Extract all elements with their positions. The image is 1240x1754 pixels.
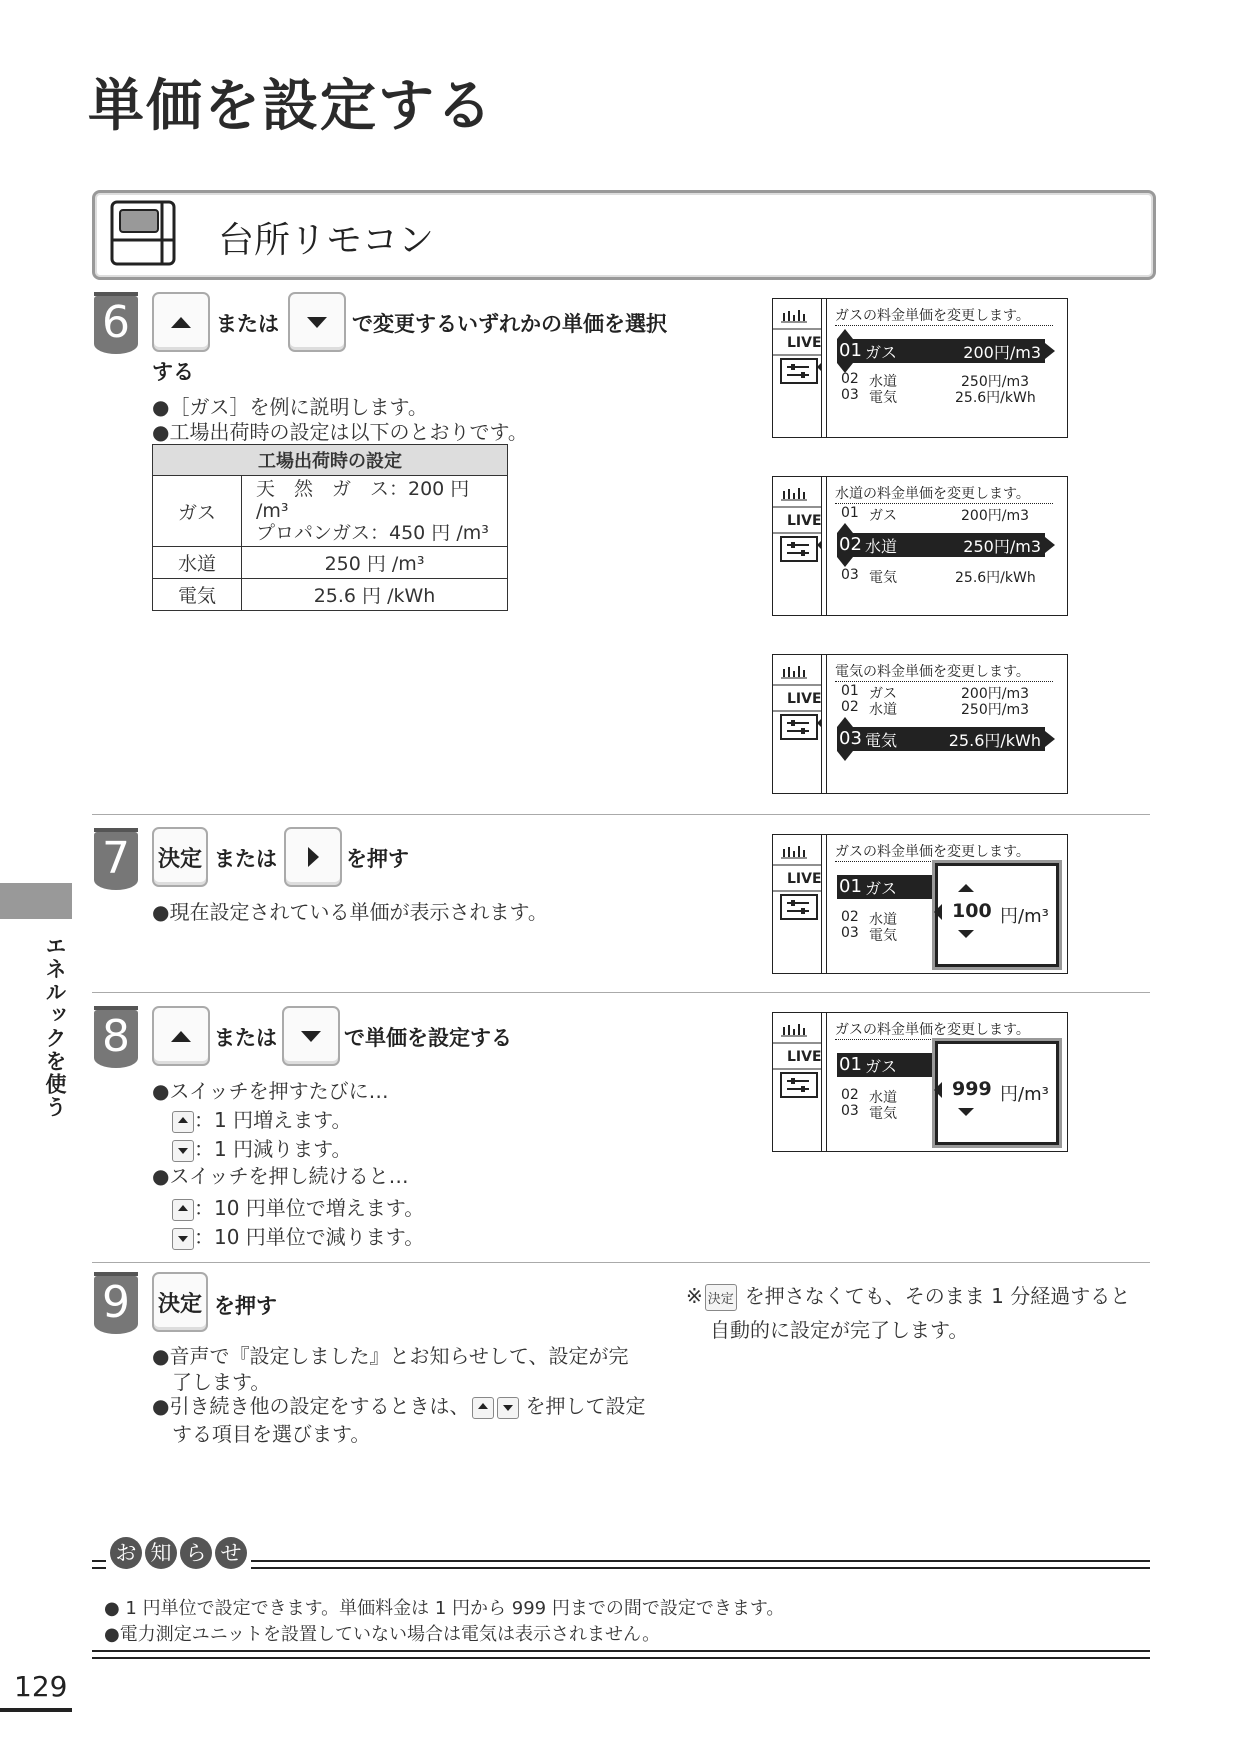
lcd-side-icons xyxy=(773,1013,821,1151)
up-arrow-icon xyxy=(171,317,191,328)
lcd-screen-edit-999 xyxy=(772,1012,1068,1152)
selected-name: ガス xyxy=(865,1057,898,1076)
lcd-header: 水道の料金単価を変更します。 xyxy=(835,483,1053,504)
row-value: 25.6円/kWh xyxy=(955,390,1036,406)
live-label: LIVE xyxy=(787,691,822,707)
table-cell-label: ガス xyxy=(153,476,242,547)
step8-down-hold xyxy=(172,1221,424,1250)
graph-icon xyxy=(781,1024,807,1036)
factory-settings-table xyxy=(152,444,508,611)
row-num: 02 xyxy=(841,371,859,387)
increase-arrow-icon xyxy=(958,884,974,892)
row-name: 水道 xyxy=(869,1090,897,1106)
selected-num: 01 xyxy=(839,340,862,361)
step-separator xyxy=(92,1262,1150,1263)
auto-complete-note xyxy=(686,1280,1130,1311)
up-small-key-icon xyxy=(472,1397,494,1419)
selected-name: ガス xyxy=(865,879,898,898)
or-label: または xyxy=(214,1026,277,1050)
down-button[interactable] xyxy=(282,1006,340,1066)
note-line-2: 自動的に設定が完了します。 xyxy=(710,1318,969,1342)
row-num: 03 xyxy=(841,1103,859,1119)
step7-instruction: を押す xyxy=(346,847,409,871)
up-small-key-icon xyxy=(172,1199,194,1221)
row-num: 01 xyxy=(841,683,859,699)
down-small-key-icon xyxy=(497,1397,519,1419)
step8-up-once-text: ：1 円増えます。 xyxy=(194,1108,352,1132)
row-name: 水道 xyxy=(869,702,897,718)
graph-icon xyxy=(781,666,807,678)
lcd-side-icons xyxy=(773,655,821,793)
step-number-7: 7 xyxy=(94,832,138,890)
value-edit-box[interactable] xyxy=(935,863,1059,967)
sidebar-tab xyxy=(0,883,72,919)
table-cell-label: 水道 xyxy=(153,547,242,579)
step6-instruction: で変更するいずれかの単価を選択 xyxy=(352,312,667,336)
lcd-rail xyxy=(821,299,827,437)
lcd-header: ガスの料金単価を変更します。 xyxy=(835,1019,1053,1040)
graph-icon xyxy=(781,488,807,500)
down-arrow-icon xyxy=(301,1031,321,1042)
edit-unit: 円/m³ xyxy=(1000,906,1049,927)
notice-badge-char: お xyxy=(110,1537,142,1569)
notice-badge-char: ら xyxy=(180,1537,212,1569)
step-number-8: 8 xyxy=(94,1010,138,1068)
lcd-selected-row xyxy=(837,727,1045,751)
left-arrow-icon xyxy=(934,1082,942,1098)
or-label: または xyxy=(216,312,279,336)
down-small-key-icon xyxy=(172,1228,194,1250)
lcd-selected-row xyxy=(837,339,1045,363)
page-title: 単価を設定する xyxy=(88,74,494,139)
confirm-button[interactable]: 決定 xyxy=(152,1272,208,1332)
row-name: ガス xyxy=(869,508,897,524)
note-line-1: を押さなくても、そのまま 1 分経過すると xyxy=(744,1284,1131,1308)
table-cell-line: 天 然 ガ ス：200 円 /m³ xyxy=(256,478,470,522)
step6-instruction-wrap: する xyxy=(152,360,194,384)
note-confirm-key: 決定 xyxy=(705,1284,737,1311)
row-num: 02 xyxy=(841,909,859,925)
selected-num: 02 xyxy=(839,534,862,555)
right-arrow-icon xyxy=(1045,731,1055,747)
notice-line-1: ● 1 円単位で設定できます。単価料金は 1 円から 999 円までの間で設定できます。 xyxy=(104,1598,785,1619)
row-num: 02 xyxy=(841,699,859,715)
step-separator xyxy=(92,992,1150,993)
row-num: 03 xyxy=(841,387,859,403)
graph-icon xyxy=(781,846,807,858)
selected-value: 200円/m3 xyxy=(963,343,1041,362)
selected-name: ガス xyxy=(865,343,898,362)
table-cell-value: 250 円 /m³ xyxy=(242,547,508,579)
row-num: 02 xyxy=(841,1087,859,1103)
row-name: 電気 xyxy=(869,570,897,586)
right-button[interactable] xyxy=(284,827,342,887)
step8-up-hold xyxy=(172,1192,424,1221)
row-name: 電気 xyxy=(869,928,897,944)
step-number-6: 6 xyxy=(94,296,138,354)
table-cell-line: プロパンガス：450 円 /m³ xyxy=(256,522,489,544)
note-mark: ※ xyxy=(686,1284,703,1308)
lcd-side-icons xyxy=(773,835,821,973)
lcd-header: 電気の料金単価を変更します。 xyxy=(835,661,1053,682)
step-number-9: 9 xyxy=(94,1276,138,1334)
table-cell-label: 電気 xyxy=(153,579,242,611)
right-arrow-icon xyxy=(1045,343,1055,359)
page-number-underline xyxy=(0,1708,72,1712)
lcd-side-icons xyxy=(773,299,821,437)
row-value: 250円/m3 xyxy=(961,374,1029,390)
edit-value: 999 xyxy=(952,1078,992,1100)
notice-badge-char: せ xyxy=(215,1537,247,1569)
lcd-selected-row xyxy=(837,1053,937,1077)
row-value: 200円/m3 xyxy=(961,508,1029,524)
lcd-selected-row xyxy=(837,875,937,899)
table-header: 工場出荷時の設定 xyxy=(153,445,508,476)
step9-bullet-2 xyxy=(152,1390,645,1419)
up-button[interactable] xyxy=(152,292,210,352)
row-value: 25.6円/kWh xyxy=(955,570,1036,586)
scroll-down-icon xyxy=(837,751,853,761)
selected-name: 水道 xyxy=(865,537,898,556)
row-name: 電気 xyxy=(869,1106,897,1122)
step8-down-once xyxy=(172,1133,351,1162)
value-edit-box[interactable] xyxy=(935,1041,1059,1145)
selected-value: 250円/m3 xyxy=(963,537,1041,556)
lcd-header: ガスの料金単価を変更します。 xyxy=(835,305,1053,326)
step9-bullet-1: ●音声で『設定しました』とお知らせして、設定が完 xyxy=(152,1344,629,1368)
right-arrow-icon xyxy=(308,847,319,867)
edit-unit: 円/m³ xyxy=(1000,1084,1049,1105)
lcd-screen-gas xyxy=(772,298,1068,438)
lcd-side-icons xyxy=(773,477,821,615)
step7-bullet: ●現在設定されている単価が表示されます。 xyxy=(152,900,548,924)
notice-rule-bottom xyxy=(92,1650,1150,1659)
scroll-down-icon xyxy=(837,557,853,567)
lcd-header: ガスの料金単価を変更します。 xyxy=(835,841,1053,862)
scroll-up-icon xyxy=(837,523,853,533)
edit-value: 100 xyxy=(952,900,992,922)
lcd-rail xyxy=(821,1013,827,1151)
step8-bullet-2: ●スイッチを押し続けると… xyxy=(152,1164,409,1188)
row-value: 250円/m3 xyxy=(961,702,1029,718)
selected-value: 25.6円/kWh xyxy=(948,731,1041,750)
sidebar-label: エネルックを使う xyxy=(43,935,67,1119)
row-num: 03 xyxy=(841,567,859,583)
down-button[interactable] xyxy=(288,292,346,352)
live-label: LIVE xyxy=(787,1049,822,1065)
selected-num: 03 xyxy=(839,728,862,749)
selected-num: 01 xyxy=(839,876,862,897)
step8-bullet-1: ●スイッチを押すたびに… xyxy=(152,1079,389,1103)
down-small-key-icon xyxy=(172,1140,194,1162)
step9-bullet-2-pre: ●引き続き他の設定をするときは、 xyxy=(152,1394,470,1418)
down-arrow-icon xyxy=(307,317,327,328)
step8-instruction: で単価を設定する xyxy=(344,1026,512,1050)
left-arrow-icon xyxy=(934,904,942,920)
page-number: 129 xyxy=(14,1670,68,1703)
up-button[interactable] xyxy=(152,1006,210,1066)
row-name: 電気 xyxy=(869,390,897,406)
notice-badge xyxy=(106,1537,251,1569)
step8-up-hold-text: ：10 円単位で増えます。 xyxy=(194,1196,425,1220)
lcd-rail xyxy=(821,655,827,793)
right-arrow-icon xyxy=(1045,537,1055,553)
or-label: または xyxy=(214,847,277,871)
live-label: LIVE xyxy=(787,513,822,529)
table-cell-value: 25.6 円 /kWh xyxy=(242,579,508,611)
step6-bullet-1: ●［ガス］を例に説明します。 xyxy=(152,395,428,419)
notice-line-2: ●電力測定ユニットを設置していない場合は電気は表示されません。 xyxy=(104,1624,661,1645)
step9-bullet-2-post: を押して設定 xyxy=(525,1394,646,1418)
decrease-arrow-icon xyxy=(958,1108,974,1116)
graph-icon xyxy=(781,310,807,322)
step6-bullet-2: ●工場出荷時の設定は以下のとおりです。 xyxy=(152,420,528,444)
row-num: 03 xyxy=(841,925,859,941)
row-name: 水道 xyxy=(869,374,897,390)
live-label: LIVE xyxy=(787,335,822,351)
up-arrow-icon xyxy=(171,1031,191,1042)
step9-bullet-1-cont: 了します。 xyxy=(172,1370,271,1394)
remote-control-icon xyxy=(110,200,176,266)
row-name: ガス xyxy=(869,686,897,702)
lcd-rail xyxy=(821,835,827,973)
decrease-arrow-icon xyxy=(958,930,974,938)
selected-name: 電気 xyxy=(865,731,898,750)
confirm-button[interactable]: 決定 xyxy=(152,827,208,887)
notice-badge-char: 知 xyxy=(145,1537,177,1569)
step-separator xyxy=(92,814,1150,815)
scroll-up-icon xyxy=(837,717,853,727)
step8-down-once-text: ：1 円減ります。 xyxy=(194,1137,352,1161)
step8-down-hold-text: ：10 円単位で減ります。 xyxy=(194,1225,425,1249)
lcd-rail xyxy=(821,477,827,615)
step8-up-once xyxy=(172,1104,351,1133)
up-small-key-icon xyxy=(172,1111,194,1133)
table-cell-value xyxy=(242,476,508,547)
row-num: 01 xyxy=(841,505,859,521)
step9-instruction: を押す xyxy=(214,1294,277,1318)
lcd-screen-electricity xyxy=(772,654,1068,794)
selected-num: 01 xyxy=(839,1054,862,1075)
step9-bullet-2-cont: する項目を選びます。 xyxy=(172,1422,371,1446)
lcd-screen-water xyxy=(772,476,1068,616)
scroll-up-icon xyxy=(837,329,853,339)
live-label: LIVE xyxy=(787,871,822,887)
row-value: 200円/m3 xyxy=(961,686,1029,702)
lcd-screen-edit-100 xyxy=(772,834,1068,974)
lcd-selected-row xyxy=(837,533,1045,557)
section-header-title: 台所リモコン xyxy=(218,220,435,261)
row-name: 水道 xyxy=(869,912,897,928)
